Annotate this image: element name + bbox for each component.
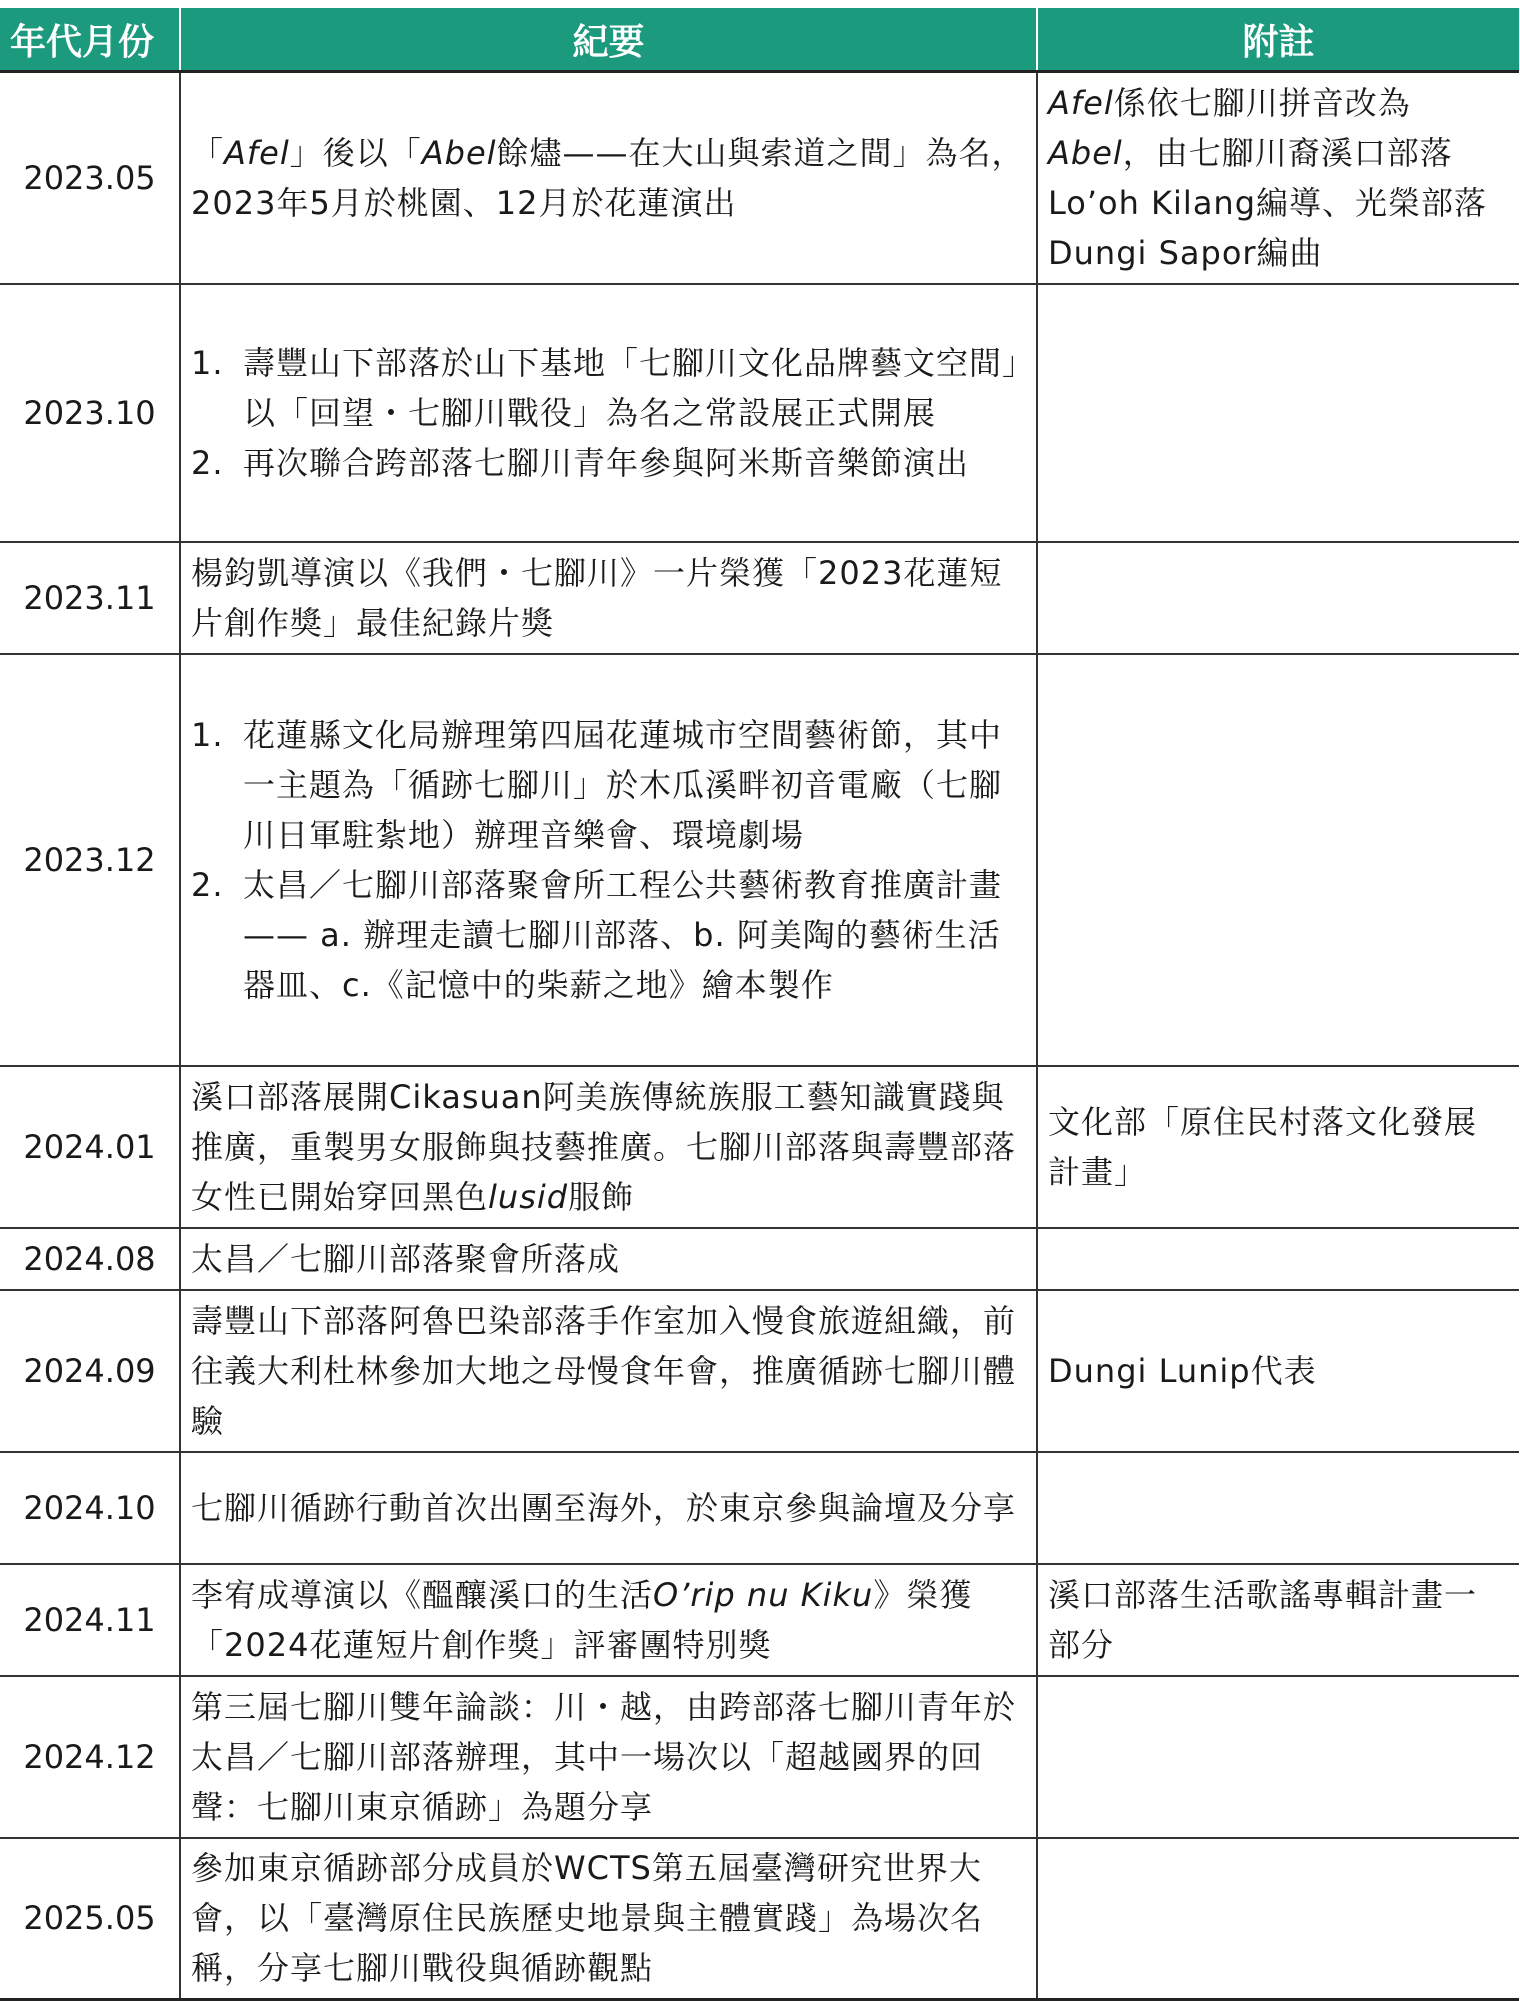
- row-summary: 七腳川循跡行動首次出團至海外，於東京參與論壇及分享: [180, 1452, 1037, 1564]
- row-date: 2025.05: [0, 1838, 180, 2000]
- list-item-number: 2.: [191, 865, 224, 904]
- row-date: 2024.08: [0, 1228, 180, 1290]
- list-item-text: 壽豐山下部落於山下基地「七腳川文化品牌藝文空間」以「回望・七腳川戰役」為名之常設展正式開展: [243, 343, 1020, 432]
- row-date: 2023.12: [0, 654, 180, 1066]
- list-item: [191, 438, 1026, 488]
- table-row: [0, 654, 1519, 1066]
- table-row: [0, 1838, 1519, 2000]
- header-date: 年代月份: [0, 8, 180, 72]
- row-date: 2024.01: [0, 1066, 180, 1228]
- summary-list: [191, 710, 1026, 1010]
- table-row: [0, 72, 1519, 284]
- row-summary: 太昌／七腳川部落聚會所落成: [180, 1228, 1037, 1290]
- table-header-row: [0, 8, 1519, 72]
- list-item-number: 2.: [191, 443, 224, 482]
- row-note: [1037, 1838, 1519, 2000]
- table-row: [0, 1564, 1519, 1676]
- row-date: 2023.10: [0, 284, 180, 542]
- note-text: ，由七腳川裔溪口部落Lo’oh Kilang編導、光榮部落Dungi Sapor編曲: [1048, 133, 1488, 272]
- row-summary: [180, 1564, 1037, 1676]
- row-summary: [180, 1066, 1037, 1228]
- table-row: [0, 1066, 1519, 1228]
- table-row: [0, 542, 1519, 654]
- row-note: [1037, 72, 1519, 284]
- row-note: [1037, 1452, 1519, 1564]
- row-summary: 壽豐山下部落阿魯巴染部落手作室加入慢食旅遊組織，前往義大利杜林參加大地之母慢食年會，推廣循跡七腳川體驗: [180, 1290, 1037, 1452]
- list-item: [191, 710, 1026, 860]
- list-item: [191, 860, 1026, 1010]
- table-row: [0, 1290, 1519, 1452]
- row-note: Dungi Lunip代表: [1037, 1290, 1519, 1452]
- summary-text: 餘燼——在大山與索道之間」為名，2023年5月於桃園、12月於花蓮演出: [191, 133, 1025, 222]
- header-summary: 紀要: [180, 8, 1037, 72]
- row-summary: [180, 284, 1037, 542]
- row-note: [1037, 284, 1519, 542]
- row-note: [1037, 654, 1519, 1066]
- row-date: 2024.10: [0, 1452, 180, 1564]
- summary-italic: Afel: [224, 133, 290, 172]
- summary-text: 李宥成導演以《醞釀溪口的生活: [191, 1575, 654, 1614]
- list-item-text: 花蓮縣文化局辦理第四屆花蓮城市空間藝術節，其中一主題為「循跡七腳川」於木瓜溪畔初音電廠（七腳川日軍駐紮地）辦理音樂會、環境劇場: [243, 715, 1003, 854]
- row-date: 2023.05: [0, 72, 180, 284]
- header-note: 附註: [1037, 8, 1519, 72]
- row-note: [1037, 542, 1519, 654]
- row-date: 2023.11: [0, 542, 180, 654]
- row-note: [1037, 1676, 1519, 1838]
- chronology-table: [0, 8, 1519, 2001]
- table-row: [0, 1676, 1519, 1838]
- table-row: [0, 284, 1519, 542]
- table-row: [0, 1228, 1519, 1290]
- summary-text: 服飾: [568, 1177, 635, 1216]
- note-text: 係依七腳川拼音改為: [1113, 83, 1411, 122]
- row-date: 2024.09: [0, 1290, 180, 1452]
- row-note: [1037, 1228, 1519, 1290]
- row-note: 溪口部落生活歌謠專輯計畫一部分: [1037, 1564, 1519, 1676]
- list-item-number: 1.: [191, 343, 224, 382]
- note-italic: Afel: [1048, 83, 1114, 122]
- summary-text: 溪口部落展開Cikasuan阿美族傳統族服工藝知識實踐與推廣，重製男女服飾與技藝推廣。七腳川部落與壽豐部落女性已開始穿回黑色: [191, 1077, 1017, 1216]
- row-summary: [180, 654, 1037, 1066]
- list-item-text: 再次聯合跨部落七腳川青年參與阿米斯音樂節演出: [243, 443, 970, 482]
- row-date: 2024.12: [0, 1676, 180, 1838]
- row-summary: 參加東京循跡部分成員於WCTS第五屆臺灣研究世界大會，以「臺灣原住民族歷史地景與主體實踐」為場次名稱，分享七腳川戰役與循跡觀點: [180, 1838, 1037, 2000]
- table-row: [0, 1452, 1519, 1564]
- summary-text: 「: [191, 133, 225, 172]
- list-item: [191, 338, 1026, 438]
- summary-italic: lusid: [488, 1177, 569, 1216]
- note-italic: Abel: [1048, 133, 1123, 172]
- list-item-number: 1.: [191, 715, 224, 754]
- row-summary: 楊鈞凱導演以《我們・七腳川》一片榮獲「2023花蓮短片創作獎」最佳紀錄片獎: [180, 542, 1037, 654]
- row-summary: 第三屆七腳川雙年論談：川・越，由跨部落七腳川青年於太昌／七腳川部落辦理，其中一場次以「超越國界的回聲：七腳川東京循跡」為題分享: [180, 1676, 1037, 1838]
- row-date: 2024.11: [0, 1564, 180, 1676]
- row-summary: [180, 72, 1037, 284]
- summary-text: 」後以「: [289, 133, 422, 172]
- summary-italic: Abel: [421, 133, 497, 172]
- summary-text: 》榮獲「2024花蓮短片創作獎」評審團特別獎: [191, 1575, 973, 1664]
- summary-italic: O’rip nu Kiku: [653, 1575, 874, 1614]
- summary-list: [191, 338, 1026, 488]
- list-item-text: 太昌／七腳川部落聚會所工程公共藝術教育推廣計畫—— a. 辦理走讀七腳川部落、b. 阿美陶的藝術生活器皿、c.《記憶中的柴薪之地》繪本製作: [243, 865, 1003, 1004]
- row-note: 文化部「原住民村落文化發展計畫」: [1037, 1066, 1519, 1228]
